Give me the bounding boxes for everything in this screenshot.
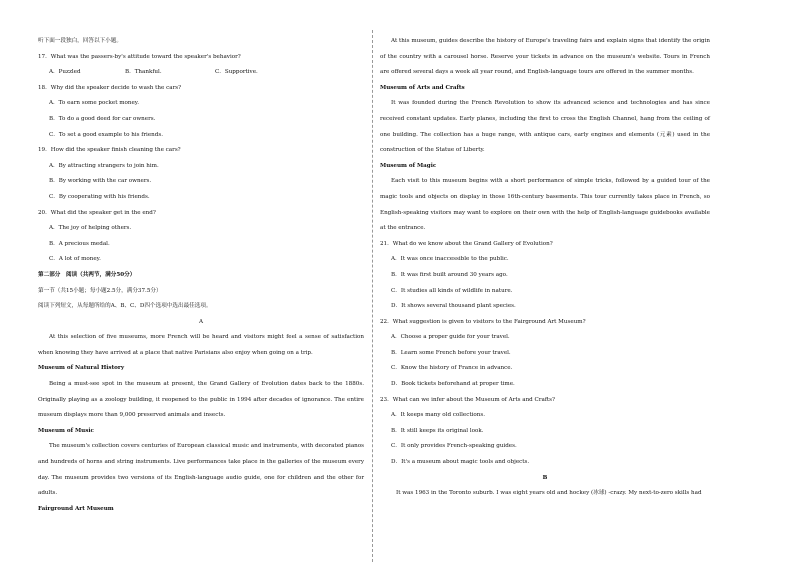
heading-natural-history: Museum of Natural History (38, 365, 125, 372)
question-17-options (38, 65, 364, 81)
option-b: B．It was first built around 30 years ago. (391, 271, 508, 278)
paragraph-arts-crafts: It was founded during the French Revolution to show its advanced science and technologies and has since received constant updates. Early planes, including the first to cross the English Channel, hang from the ceiling of one building. The collection has a huge range, with antique cars, early engines and elements (元素) used in the construction of the Statue of Liberty. (380, 100, 710, 154)
option-b: B．By working with the car owners. (49, 178, 152, 185)
option-c: C．It only provides French-speaking guides. (391, 443, 517, 450)
option-a: A．The joy of helping others. (49, 225, 132, 232)
option-c: C．By cooperating with his friends. (49, 193, 150, 200)
question-20: 20．What did the speaker get in the end? (38, 209, 156, 216)
left-column (38, 34, 364, 517)
part2-title: 第二部分 阅读（共两节，满分50分） (38, 271, 136, 278)
reading-instruction: 阅读下列短文，从每题所给的A、B、C、D四个选项中选出最佳选项。 (38, 303, 212, 310)
option-b: B．A precious medal. (49, 240, 110, 247)
paragraph-music: The museum's collection covers centuries of European classical music and instruments, with decorated pianos and hundreds of horns and string instruments. Live performances take place in the galleries of the museum every day. The museum provides two versions of its English-language audio guide, one for children and the other for adults. (38, 443, 364, 497)
question-17: 17．What was the passers-by's attitude toward the speaker's behavior? (38, 53, 241, 60)
heading-music: Museum of Music (38, 427, 94, 434)
passage-b-label: B (542, 474, 548, 481)
listening-intro: 听下面一段独白，回答以下小题。 (38, 38, 122, 44)
passage-b-first-line: It was 1963 in the Toronto suburb. I was eight years old and hockey (冰球) -crazy. My next-to-zero skills had (396, 490, 702, 497)
right-column (380, 34, 710, 502)
column-divider (372, 30, 373, 562)
question-22: 22．What suggestion is given to visitors to the Fairground Art Museum? (380, 318, 586, 325)
option-c: C．Know the history of France in advance. (391, 365, 513, 372)
passage-a-label: A (198, 318, 204, 325)
heading-fairground: Fairground Art Museum (38, 505, 114, 512)
option-d: D．It shows several thousand plant species. (391, 303, 516, 310)
option-c: C．Supportive. (215, 69, 258, 76)
option-c: C．A lot of money. (49, 256, 101, 263)
option-d: D．Book tickets beforehand at proper time. (391, 381, 515, 388)
option-d: D．It's a museum about magic tools and objects. (391, 459, 530, 466)
question-21: 21．What do we know about the Grand Gallery of Evolution? (380, 240, 553, 247)
paragraph-natural-history: Being a must-see spot in the museum at present, the Grand Gallery of Evolution dates back to the 1880s. Originally playing as a zoology building, it reopened to the public in 1994 after decades of ignorance. The entire museum displays more than 9,000 preserved animals and insects. (38, 381, 364, 419)
question-23: 23．What can we infer about the Museum of Arts and Crafts? (380, 396, 556, 403)
option-a: A．Choose a proper guide for your travel. (391, 334, 510, 341)
heading-arts-crafts: Museum of Arts and Crafts (380, 84, 465, 91)
question-19: 19．How did the speaker finish cleaning the cars? (38, 147, 181, 154)
option-b: B．It still keeps its original look. (391, 427, 484, 434)
option-a: A．Puzzled (49, 69, 81, 76)
section1-title: 第一节（共15小题；每小题2.5分，满分37.5分） (38, 287, 162, 294)
option-c: C．To set a good example to his friends. (49, 131, 163, 138)
option-a: A．It was once inaccessible to the public. (391, 256, 509, 263)
option-a: A．By attracting strangers to join him. (49, 162, 159, 169)
option-c: C．It studies all kinds of wildlife in nature. (391, 287, 513, 294)
option-a: A．It keeps many old collections. (391, 412, 485, 419)
paragraph-fairground: At this museum, guides describe the history of Europe's traveling fairs and explain signs that identify the origin of the country with a carousel horse. Reserve your tickets in advance on the museum's website. Tours in French are offered several days a week all year round, and English-language tours are offered in the summer months. (380, 38, 710, 76)
option-b: B．Thankful. (125, 69, 162, 76)
option-b: B．To do a good deed for car owners. (49, 115, 156, 122)
paragraph-magic: Each visit to this museum begins with a short performance of simple tricks, followed by a guided tour of the magic tools and objects on display in those 16th-century basements. This tour currently takes place in French, so English-speaking visitors may want to explore on their own with the help of English-language guidebooks available at the entrance. (380, 178, 710, 232)
passage-intro: At this selection of five museums, more French will be heard and visitors might feel a sense of satisfaction when knowing they have arrived at a place that native Parisians also enjoy when going on a trip. (38, 334, 364, 356)
question-18: 18．Why did the speaker decide to wash the cars? (38, 84, 182, 91)
option-b: B．Learn some French before your travel. (391, 349, 511, 356)
option-a: A．To earn some pocket money. (49, 100, 139, 107)
heading-magic: Museum of Magic (380, 162, 437, 169)
